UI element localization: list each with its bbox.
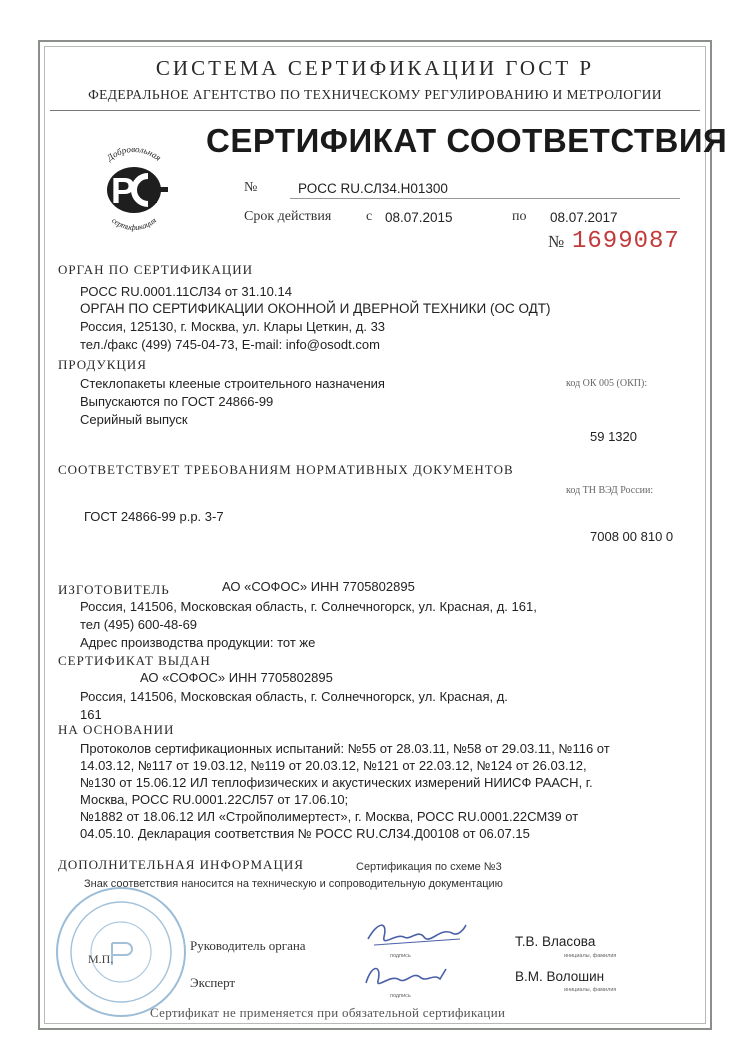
basis-line: Протоколов сертификационных испытаний: №55 от 28.03.11, №58 от 29.03.11, №116 от	[80, 741, 610, 756]
cert-number-label: №	[244, 180, 258, 195]
organ-line: Россия, 125130, г. Москва, ул. Клары Цеткин, д. 33	[80, 319, 386, 334]
organ-line: тел./факс (499) 745-04-73, E-mail: info@osodt.com	[80, 337, 380, 352]
head-signature	[360, 915, 470, 955]
organ-heading: ОРГАН ПО СЕРТИФИКАЦИИ	[58, 262, 253, 277]
head-name-caption: инициалы, фамилия	[564, 953, 617, 959]
cert-number-underline	[290, 198, 680, 199]
seal-stamp	[52, 883, 190, 1021]
product-line: Стеклопакеты клееные строительного назначения	[80, 376, 385, 391]
standard-reference: ГОСТ 24866-99 р.р. 3-7	[84, 509, 224, 524]
system-heading: СИСТЕМА СЕРТИФИКАЦИИ ГОСТ Р	[155, 56, 595, 80]
expert-name: В.М. Волошин	[515, 969, 605, 984]
issued-to-name: АО «СОФОС» ИНН 7705802895	[140, 670, 333, 685]
manufacturer-line: тел (495) 600-48-69	[80, 617, 198, 632]
basis-line: №130 от 15.06.12 ИЛ теплофизических и акустических измерений НИИСФ РААСН, г.	[80, 775, 593, 790]
basis-heading: НА ОСНОВАНИИ	[58, 722, 175, 737]
organ-line: РОСС RU.0001.11СЛ34 от 31.10.14	[80, 284, 292, 299]
header-divider	[50, 110, 700, 111]
basis-line: 04.05.10. Декларация соответствия № РОСС RU.СЛ34.Д00108 от 06.07.15	[80, 826, 530, 841]
svg-text:Р: Р	[110, 170, 136, 211]
organ-line: ОРГАН ПО СЕРТИФИКАЦИИ ОКОННОЙ И ДВЕРНОЙ ТЕХНИКИ (ОС ОДТ)	[80, 301, 551, 316]
manufacturer-heading: ИЗГОТОВИТЕЛЬ	[58, 582, 170, 597]
head-of-organ-label: Руководитель органа	[190, 938, 306, 953]
cert-number: РОСС RU.СЛ34.Н01300	[298, 181, 448, 196]
tnved-code: 7008 00 810 0	[590, 529, 674, 544]
marking-note: Знак соответствия наносится на техническую и сопроводительную документацию	[84, 878, 503, 890]
manufacturer-line: Россия, 141506, Московская область, г. Солнечногорск, ул. Красная, д. 161,	[80, 599, 537, 614]
rst-mark-logo	[86, 138, 182, 234]
expert-signature	[360, 955, 460, 995]
validity-to-date: 08.07.2017	[550, 210, 618, 225]
additional-info-heading: ДОПОЛНИТЕЛЬНАЯ ИНФОРМАЦИЯ	[58, 857, 304, 872]
head-of-organ-name: Т.В. Власова	[515, 934, 596, 949]
manufacturer-line: Адрес производства продукции: тот же	[80, 635, 316, 650]
logo-bottom-text: сертификация	[110, 215, 158, 233]
issued-to-line: Россия, 141506, Московская область, г. Солнечногорск, ул. Красная, д.	[80, 689, 508, 704]
validity-from-date: 08.07.2015	[385, 210, 453, 225]
basis-line: №1882 от 18.06.12 ИЛ «Стройполимертест», г. Москва, РОСС RU.0001.22СМ39 от	[80, 809, 579, 824]
stamp-place-label: М.П.	[88, 952, 114, 966]
issued-to-line: 161	[80, 707, 102, 722]
footer-note: Сертификат не применяется при обязательной сертификации	[150, 1005, 506, 1020]
head-signature-caption: подпись	[390, 953, 411, 959]
expert-name-caption: инициалы, фамилия	[564, 987, 617, 993]
conformity-heading: СООТВЕТСТВУЕТ ТРЕБОВАНИЯМ НОРМАТИВНЫХ ДОКУМЕНТОВ	[58, 462, 514, 477]
certificate-title: СЕРТИФИКАТ СООТВЕТСТВИЯ	[206, 122, 728, 159]
okp-code: 59 1320	[590, 429, 637, 444]
tnved-code-label: код ТН ВЭД России:	[566, 485, 654, 496]
agency-heading: ФЕДЕРАЛЬНОЕ АГЕНТСТВО ПО ТЕХНИЧЕСКОМУ РЕГУЛИРОВАНИЮ И МЕТРОЛОГИИ	[88, 87, 662, 102]
logo-top-text: Добровольная	[104, 143, 164, 163]
basis-line: Москва, РОСС RU.0001.22СЛ57 от 17.06.10;	[80, 792, 349, 807]
validity-label: Срок действия	[244, 209, 332, 224]
validity-from-label: с	[366, 209, 373, 224]
expert-signature-caption: подпись	[390, 993, 411, 999]
expert-label: Эксперт	[190, 975, 236, 990]
serial-number: 1699087	[572, 228, 680, 255]
manufacturer-name: АО «СОФОС» ИНН 7705802895	[222, 579, 415, 594]
serial-number-label: №	[548, 232, 565, 251]
product-line: Серийный выпуск	[80, 412, 188, 427]
product-heading: ПРОДУКЦИЯ	[58, 357, 147, 372]
okp-code-label: код ОК 005 (ОКП):	[566, 378, 648, 389]
product-line: Выпускаются по ГОСТ 24866-99	[80, 394, 274, 409]
basis-line: 14.03.12, №117 от 19.03.12, №119 от 20.03.12, №121 от 22.03.12, №124 от 26.03.12,	[80, 758, 587, 773]
issued-to-heading: СЕРТИФИКАТ ВЫДАН	[58, 653, 211, 668]
validity-to-label: по	[512, 209, 527, 224]
certification-scheme: Сертификация по схеме №3	[356, 861, 502, 873]
